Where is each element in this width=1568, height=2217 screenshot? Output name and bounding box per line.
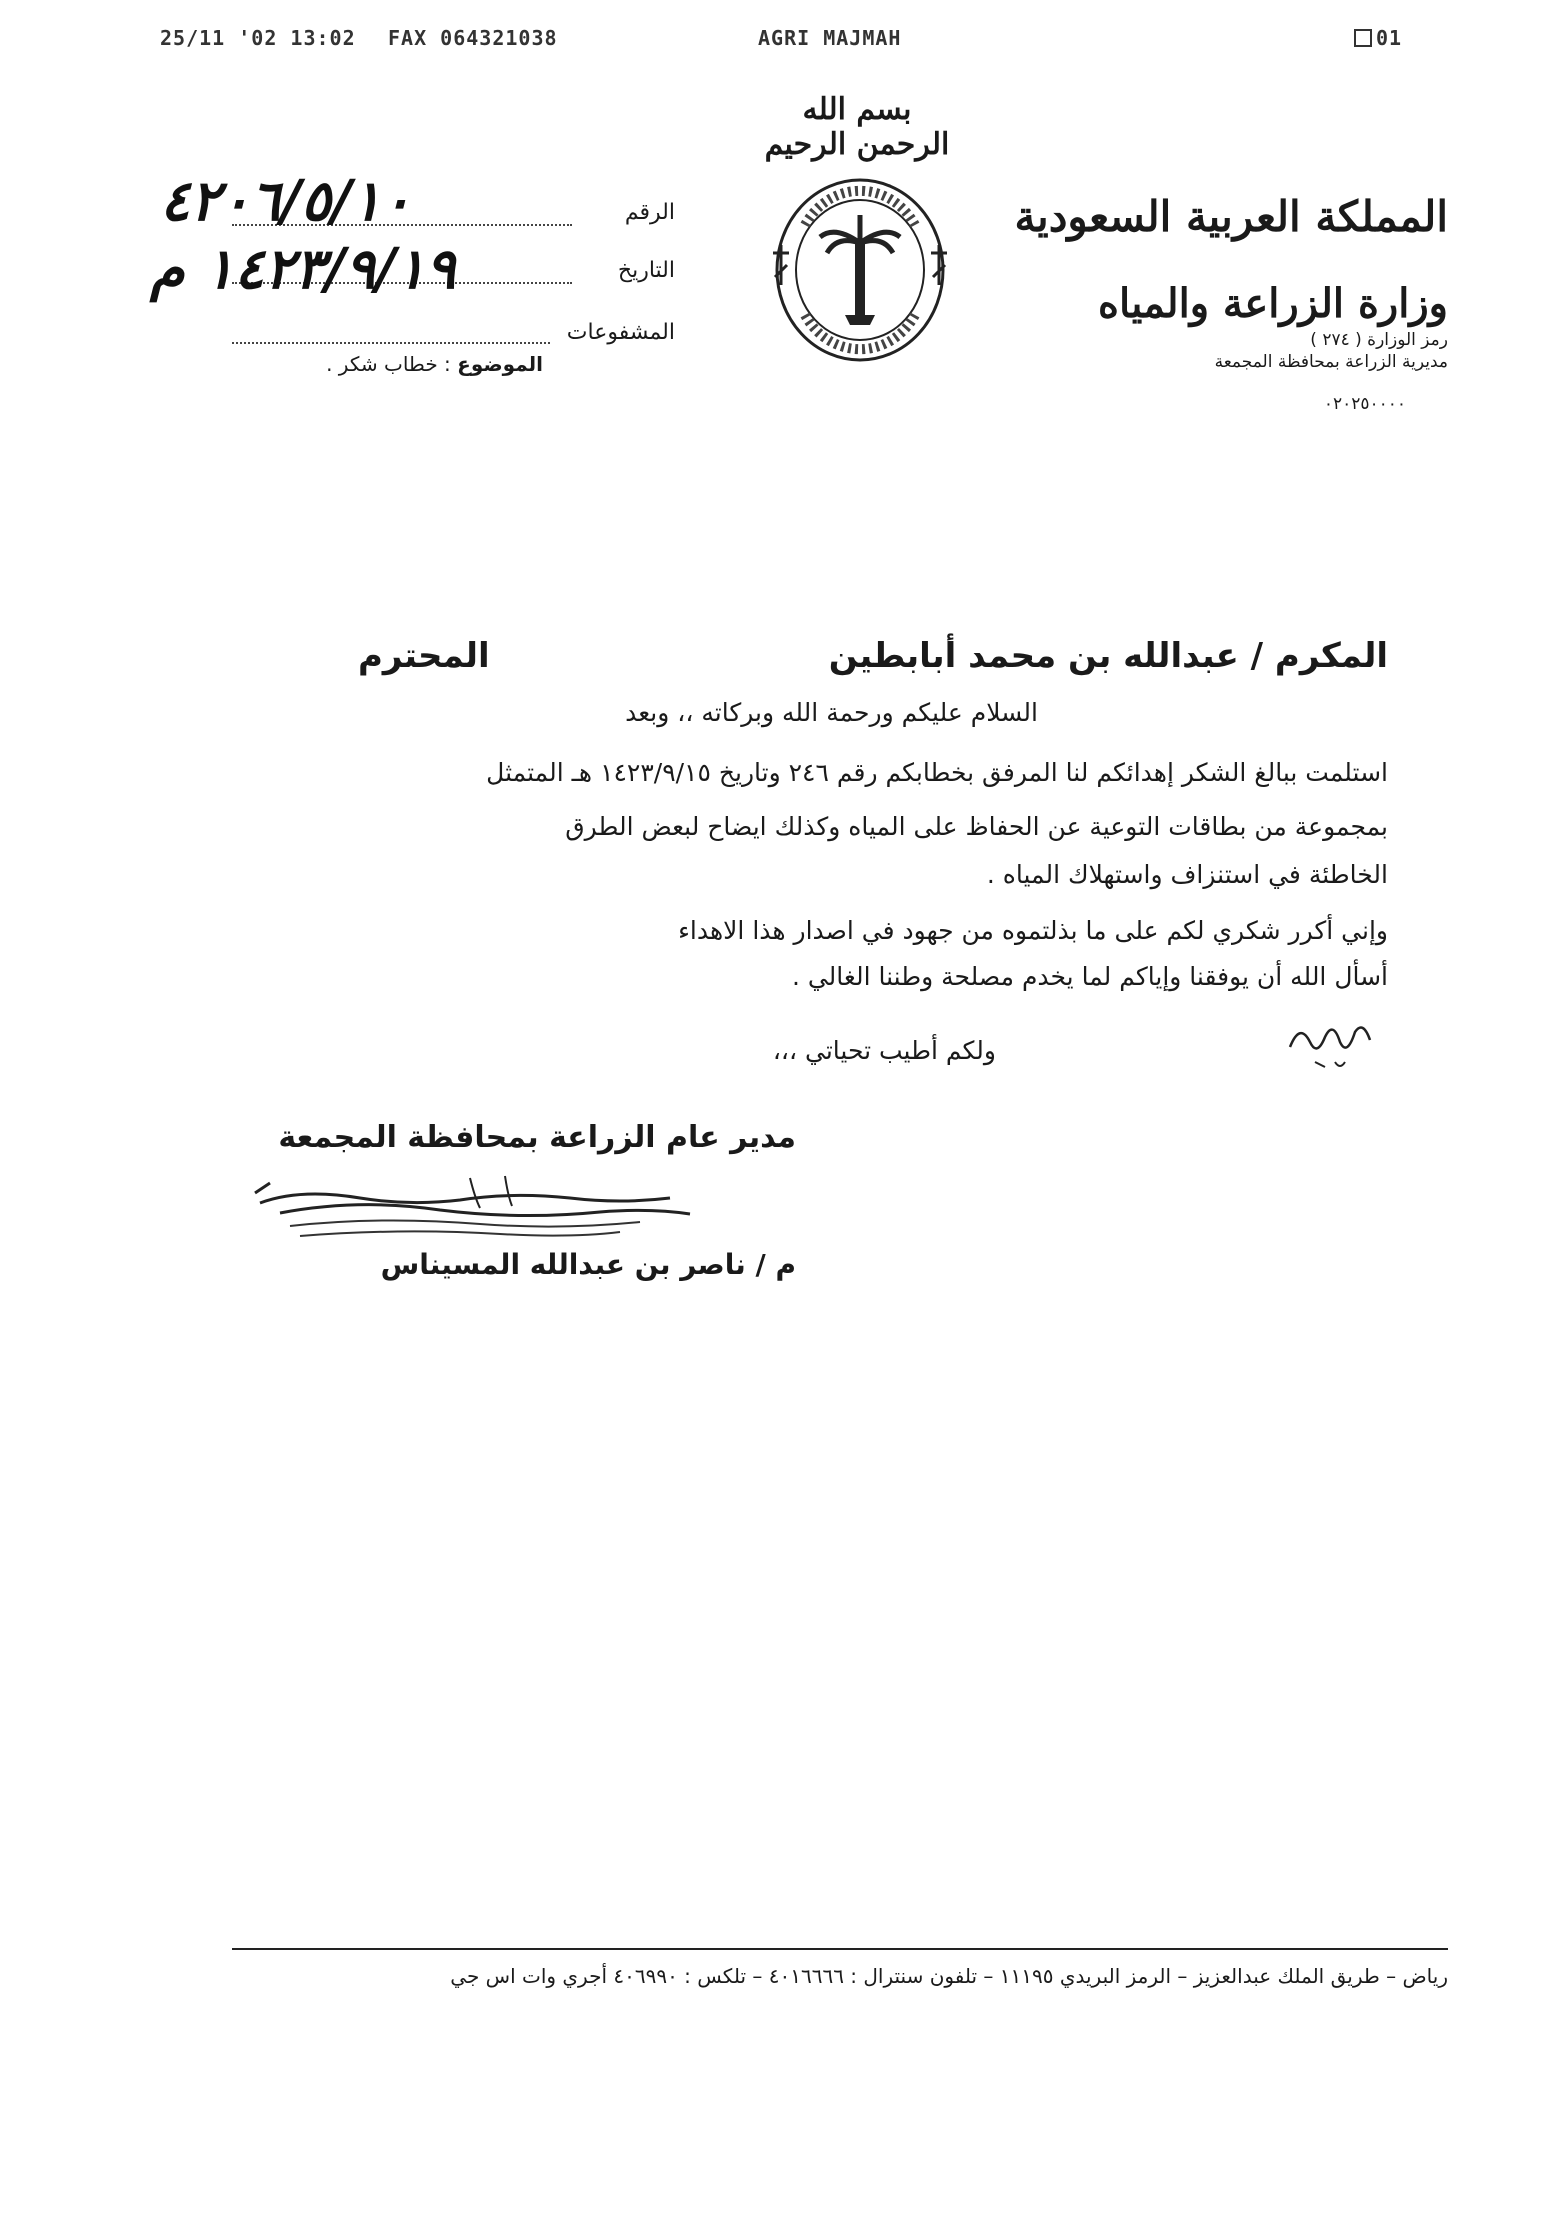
ministry-code: رمز الوزارة ( ٢٧٤ ) xyxy=(1310,330,1448,350)
subject-value: خطاب شكر . xyxy=(326,352,438,376)
fax-page xyxy=(1354,26,1402,50)
signature-title: مدير عام الزراعة بمحافظة المجمعة xyxy=(278,1120,796,1155)
recipient-name: المكرم / عبدالله بن محمد أبابطين xyxy=(828,636,1388,676)
signature xyxy=(240,1168,700,1258)
fax-page-number: 01 xyxy=(1376,26,1403,50)
recipient-honorific: المحترم xyxy=(358,636,490,676)
closing: ولكم أطيب تحياتي ،،، xyxy=(772,1036,996,1065)
body-line-2: بمجموعة من بطاقات التوعية عن الحفاظ على المياه وكذلك ايضاح لبعض الطرق xyxy=(565,812,1388,841)
country-name: المملكة العربية السعودية xyxy=(1014,192,1448,241)
date-value: ١٤٢٣/٩/١٩ م xyxy=(150,236,456,302)
directorate-name: مديرية الزراعة بمحافظة المجمعة xyxy=(1214,352,1448,372)
fax-sender: AGRI MAJMAH xyxy=(758,26,902,50)
footer-address: رياض – طريق الملك عبدالعزيز – الرمز البريدي ١١١٩٥ – تلفون سنترال : ٤٠١٦٦٦٦ – تلكس : ٤٠٦٩٩٠ أجري وات اس جي xyxy=(450,1964,1448,1988)
attachments-dots xyxy=(232,342,550,344)
body-line-5: أسأل الله أن يوفقنا وإياكم لما يخدم مصلحة وطننا الغالي . xyxy=(791,962,1388,991)
body-line-4: وإني أكرر شكري لكم على ما بذلتموه من جهود في اصدار هذا الاهداء xyxy=(678,916,1388,945)
basmala: بسم الله الرحمن الرحيم xyxy=(764,92,950,162)
body-line-1: استلمت ببالغ الشكر إهدائكم لنا المرفق بخطابكم رقم ٢٤٦ وتاريخ ١٤٢٣/٩/١٥ هـ المتمثل xyxy=(486,758,1388,787)
greeting: السلام عليكم ورحمة الله وبركاته ،، وبعد xyxy=(625,698,1038,727)
subject-line xyxy=(326,352,543,376)
subject-label: الموضوع xyxy=(457,352,543,376)
ministry-emblem xyxy=(765,165,955,375)
fax-datetime: 25/11 '02 13:02 xyxy=(160,26,356,50)
fax-number: FAX 064321038 xyxy=(388,26,558,50)
marginal-initials xyxy=(1285,1012,1375,1072)
number-label: الرقم xyxy=(624,200,675,225)
recipient-line xyxy=(358,636,1388,676)
body-line-3: الخاطئة في استنزاف واستهلاك المياه . xyxy=(986,860,1388,889)
fax-page-icon xyxy=(1354,29,1372,47)
reference-number: ٠٢٠٢٥٠٠٠٠ xyxy=(1323,394,1406,414)
subject-separator: : xyxy=(437,352,451,376)
signer-name: م / ناصر بن عبدالله المسيناس xyxy=(380,1248,796,1281)
date-label: التاريخ xyxy=(617,258,675,283)
footer-rule xyxy=(232,1948,1448,1950)
ministry-name: وزارة الزراعة والمياه xyxy=(1098,280,1448,327)
attachments-label: المشفوعات xyxy=(566,320,675,345)
number-value: ٤٢٠٦/٥/١٠ xyxy=(160,168,412,234)
